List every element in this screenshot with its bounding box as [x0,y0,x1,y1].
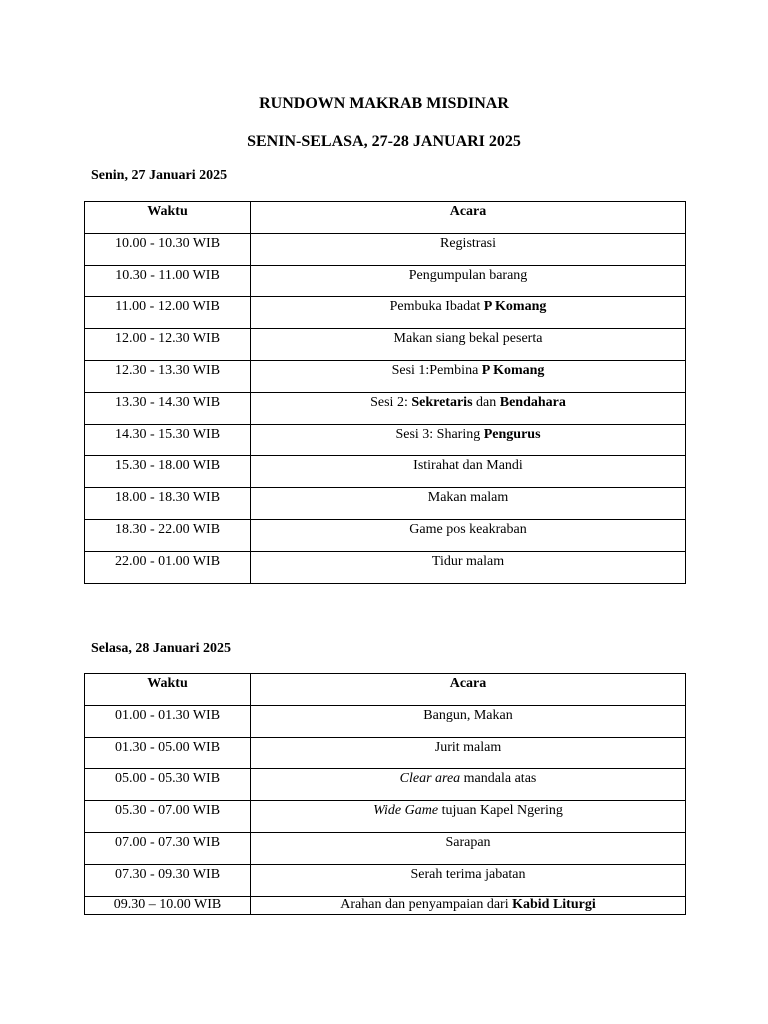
table-row [85,297,686,329]
schedule-table-monday [84,201,686,584]
table-row [85,233,686,265]
schedule-table-tuesday [84,673,686,915]
table-row [85,360,686,392]
event-cell [251,360,686,392]
time-cell: 09.30 – 10.00 WIB [85,896,251,914]
time-cell: 11.00 - 12.00 WIB [85,297,251,329]
event-cell [251,233,686,265]
column-header-time: Waktu [85,202,251,234]
time-cell: 15.30 - 18.00 WIB [85,456,251,488]
time-cell: 18.30 - 22.00 WIB [85,519,251,551]
time-cell: 07.30 - 09.30 WIB [85,864,251,896]
event-text: Makan malam [427,490,509,506]
table-row [85,392,686,424]
event-text: Tidur malam [431,553,505,569]
table-row [85,801,686,833]
document-title: RUNDOWN MAKRAB MISDINAR [259,95,509,112]
event-cell [251,297,686,329]
event-text: Game pos keakraban [409,521,527,537]
event-text: Sarapan [445,834,491,850]
table-row [85,488,686,520]
event-text: tujuan Kapel Ngering [438,803,563,819]
event-cell [251,392,686,424]
event-text: Sekretaris [411,394,473,410]
column-header-time: Waktu [85,674,251,706]
time-cell: 12.00 - 12.30 WIB [85,329,251,361]
event-cell [251,488,686,520]
event-cell [251,265,686,297]
event-text: dan [472,394,500,410]
event-cell [251,705,686,737]
event-text: Kabid Liturgi [512,896,596,912]
time-cell: 10.30 - 11.00 WIB [85,265,251,297]
document-subtitle: SENIN-SELASA, 27-28 JANUARI 2025 [247,133,521,150]
event-text: Wide Game [373,803,439,819]
event-text: Bendahara [499,394,566,410]
event-cell [251,896,686,914]
time-cell: 05.30 - 07.00 WIB [85,801,251,833]
table-row [85,329,686,361]
time-cell: 12.30 - 13.30 WIB [85,360,251,392]
event-cell [251,424,686,456]
column-header-event: Acara [251,674,686,706]
time-cell: 01.00 - 01.30 WIB [85,705,251,737]
event-text: Pembuka Ibadat [389,299,484,315]
time-cell: 07.00 - 07.30 WIB [85,832,251,864]
day-heading-tuesday: Selasa, 28 Januari 2025 [91,641,232,656]
event-text: Pengumpulan barang [408,267,528,283]
event-text: Sesi 3: Sharing [395,426,484,442]
event-text: Jurit malam [434,739,502,755]
event-text: P Komang [481,362,545,378]
event-text: Istirahat dan Mandi [413,458,523,474]
table-row [85,769,686,801]
event-text: Registrasi [440,235,496,251]
time-cell: 22.00 - 01.00 WIB [85,551,251,583]
table-row [85,832,686,864]
table-row [85,265,686,297]
event-text: Sesi 1:Pembina [391,362,482,378]
event-cell [251,737,686,769]
event-text: Bangun, Makan [423,707,513,723]
event-cell [251,456,686,488]
event-text: Clear area [399,771,461,787]
column-header-event: Acara [251,202,686,234]
time-cell: 13.30 - 14.30 WIB [85,392,251,424]
table-row [85,896,686,914]
event-text: Makan siang bekal peserta [393,331,543,347]
table-row [85,456,686,488]
event-text: mandala atas [460,771,537,787]
table-row [85,424,686,456]
event-cell [251,519,686,551]
event-cell [251,832,686,864]
time-cell: 01.30 - 05.00 WIB [85,737,251,769]
event-text: Sesi 2: [370,394,412,410]
table-row [85,864,686,896]
table-header-row [85,202,686,234]
event-cell [251,801,686,833]
event-text: P Komang [483,299,547,315]
table-header-row [85,674,686,706]
event-cell [251,769,686,801]
event-text: Serah terima jabatan [410,866,526,882]
event-cell [251,551,686,583]
event-text: Arahan dan penyampaian dari [340,896,513,912]
table-row [85,737,686,769]
time-cell: 18.00 - 18.30 WIB [85,488,251,520]
time-cell: 14.30 - 15.30 WIB [85,424,251,456]
table-row [85,705,686,737]
event-cell [251,864,686,896]
time-cell: 05.00 - 05.30 WIB [85,769,251,801]
event-text: Pengurus [483,426,541,442]
table-row [85,519,686,551]
event-cell [251,329,686,361]
table-row [85,551,686,583]
day-heading-monday: Senin, 27 Januari 2025 [91,168,228,183]
time-cell: 10.00 - 10.30 WIB [85,233,251,265]
